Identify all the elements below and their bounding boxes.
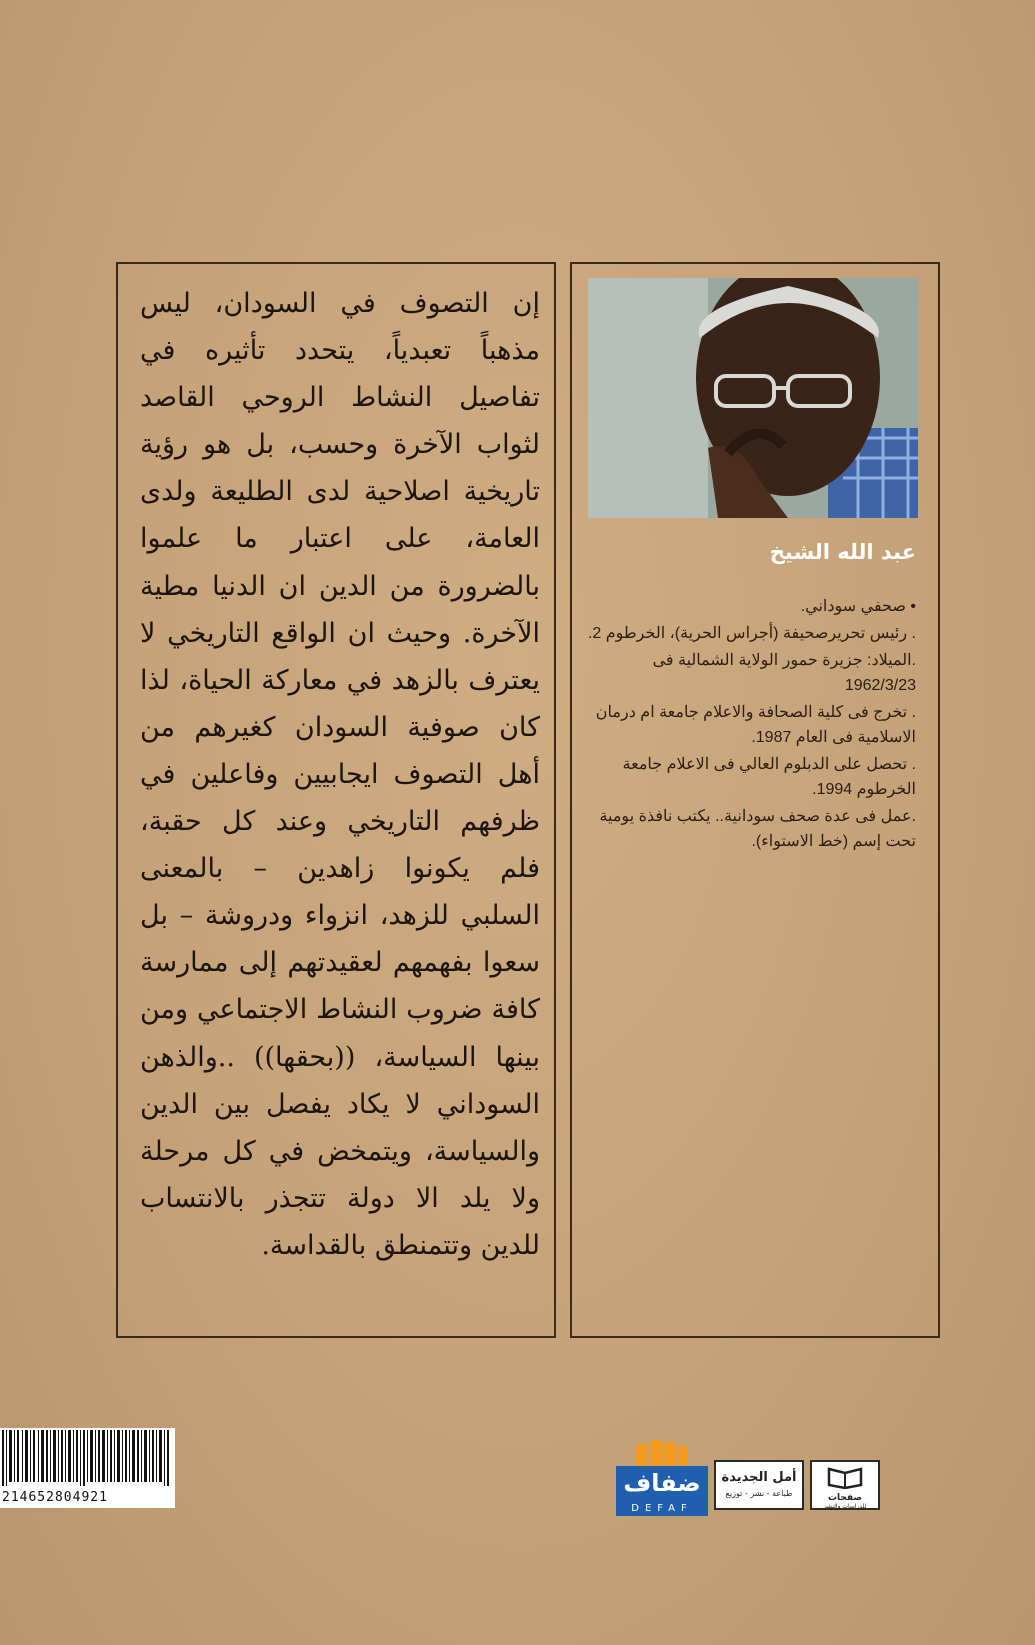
- amal-name: أمل الجديدة: [721, 1470, 797, 1485]
- bio-line: . تحصل على الدبلوم العالي فى الاعلام جامعة الخرطوم 1994.: [622, 756, 916, 798]
- isbn-barcode: [0, 1428, 175, 1508]
- sofahat-logo: [810, 1460, 880, 1510]
- publisher-logos: [616, 1438, 926, 1518]
- bio-line: .عمل فى عدة صحف سودانية.. يكتب نافذة يومية تحت إسم (خط الاستواء).: [599, 808, 916, 850]
- open-book-icon: [825, 1465, 865, 1489]
- bio-line: . رئيس تحريرصحيفة (أجراس الحرية)، الخرطوم 2.: [587, 625, 916, 642]
- amal-subtitle: طباعة - نشر - توزيع: [725, 1489, 793, 1498]
- barcode-number: 214652804921: [2, 1490, 108, 1505]
- main-text-panel: [116, 262, 556, 1338]
- author-photo: [588, 278, 918, 518]
- bio-line: • صحفي سوداني.: [800, 598, 916, 615]
- sofahat-subtitle: للدراسات والنشر: [823, 1503, 867, 1510]
- bio-line: . تخرج فى كلية الصحافة والاعلام جامعة ام درمان الاسلامية فى العام 1987.: [595, 704, 916, 746]
- sofahat-name: صفحات: [827, 1493, 863, 1503]
- main-body-text: إن التصوف في السودان، ليس مذهباً تعبدياً، يتحدد تأثيره في تفاصيل النشاط الروحي القاصد لثواب الآخرة وحسب، بل هو رؤية تاريخية اصلاحية لدى الطليعة ولدى العامة، على اعتبار ما علموا بالضرورة من الدين ان الدنيا مطية الآخرة. وحيث ان الواقع التاريخي لا يعترف بالزهد في معاركة الحياة، لذا كان صوفية السودان كغيرهم من أهل التصوف ايجابيين وفاعلين في ظرفهم التاريخي وعند كل حقبة، فلم يكونوا زاهدين – بالمعنى السلبي للزهد، انزواء ودروشة – بل سعوا بفهمهم لعقيدتهم إلى ممارسة كافة ضروب النشاط الاجتماعي ومن بينها السياسة، ((بحقها)) ..والذهن السوداني لا يكاد يفصل بين الدين والسياسة، ويتمخض في كل مرحلة ولا يلد الا دولة تتجذر بالانتساب للدين وتتمنطق بالقداسة.: [140, 288, 540, 1261]
- author-name: عبد الله الشيخ: [769, 540, 916, 564]
- author-bio-panel: [570, 262, 940, 1338]
- barcode-bars: [0, 1428, 175, 1488]
- defaf-arabic-name: ضفاف: [616, 1466, 708, 1502]
- author-bio-list: [586, 594, 916, 856]
- defaf-logo: [616, 1438, 708, 1518]
- defaf-latin-name: DEFAF: [616, 1502, 708, 1516]
- amal-logo: [714, 1460, 804, 1510]
- author-portrait-illustration: [588, 278, 918, 518]
- bio-line: .الميلاد: جزيرة حمور الولاية الشمالية فى 1962/3/23: [652, 652, 916, 694]
